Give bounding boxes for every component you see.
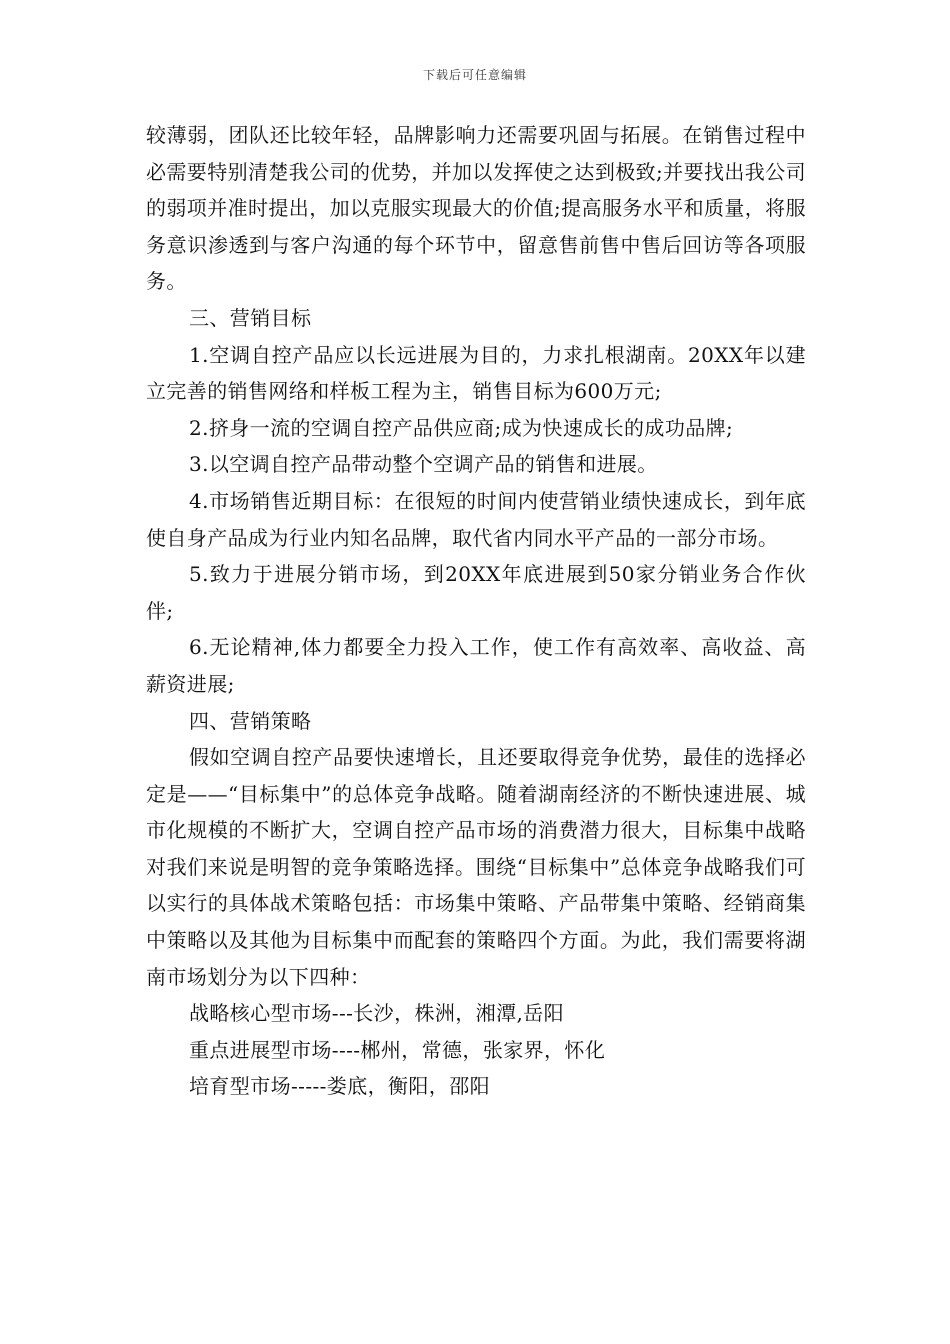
- document-body: [146, 117, 806, 1105]
- page-header: 下载后可任意编辑: [422, 68, 527, 82]
- goal-item-2: 2.挤身一流的空调自控产品供应商;成为快速成长的成功品牌;: [189, 415, 734, 440]
- market-cultivation: 培育型市场-----娄底，衡阳，邵阳: [189, 1074, 490, 1099]
- goal-item-3: 3.以空调自控产品带动整个空调产品的销售和进展。: [189, 452, 658, 477]
- strategy-paragraph: 假如空调自控产品要快速增长，且还要取得竞争优势，最佳的选择必定是——“目标集中”的总体竞争战略。随着湖南经济的不断快速进展、城市化规模的不断扩大，空调自控产品市场的消费潜力很大，目标集中战略对我们来说是明智的竞争策略选择。围绕“目标集中”总体竞争战略我们可以实行的具体战术策略包括：市场集中策略、产品带集中策略、经销商集中策略以及其他为目标集中而配套的策略四个方面。为此，我们需要将湖南市场划分为以下四种：: [146, 745, 806, 989]
- market-key-development: 重点进展型市场----郴州，常德，张家界，怀化: [189, 1037, 606, 1062]
- market-core: 战略核心型市场---长沙，株洲，湘潭,岳阳: [189, 1001, 565, 1026]
- section-heading-strategy: 四、营销策略: [189, 708, 312, 733]
- goal-item-6: 6.无论精神,体力都要全力投入工作，使工作有高效率、高收益、高薪资进展;: [146, 635, 806, 696]
- paragraph-continued: 较薄弱，团队还比较年轻，品牌影响力还需要巩固与拓展。在销售过程中必需要特别清楚我公司的优势，并加以发挥使之达到极致;并要找出我公司的弱项并准时提出，加以克服实现最大的价值;提高服务水平和质量，将服务意识渗透到与客户沟通的每个环节中，留意售前售中售后回访等各项服务。: [146, 123, 806, 294]
- goal-item-4: 4.市场销售近期目标：在很短的时间内使营销业绩快速成长，到年底使自身产品成为行业内知名品牌，取代省内同水平产品的一部分市场。: [146, 488, 806, 550]
- goal-item-1: 1.空调自控产品应以长远进展为目的，力求扎根湖南。20XX年以建立完善的销售网络和样板工程为主，销售目标为600万元;: [146, 342, 806, 404]
- goal-item-5: 5.致力于进展分销市场，到20XX年底进展到50家分销业务合作伙伴;: [146, 562, 806, 623]
- section-heading-goals: 三、营销目标: [189, 305, 312, 330]
